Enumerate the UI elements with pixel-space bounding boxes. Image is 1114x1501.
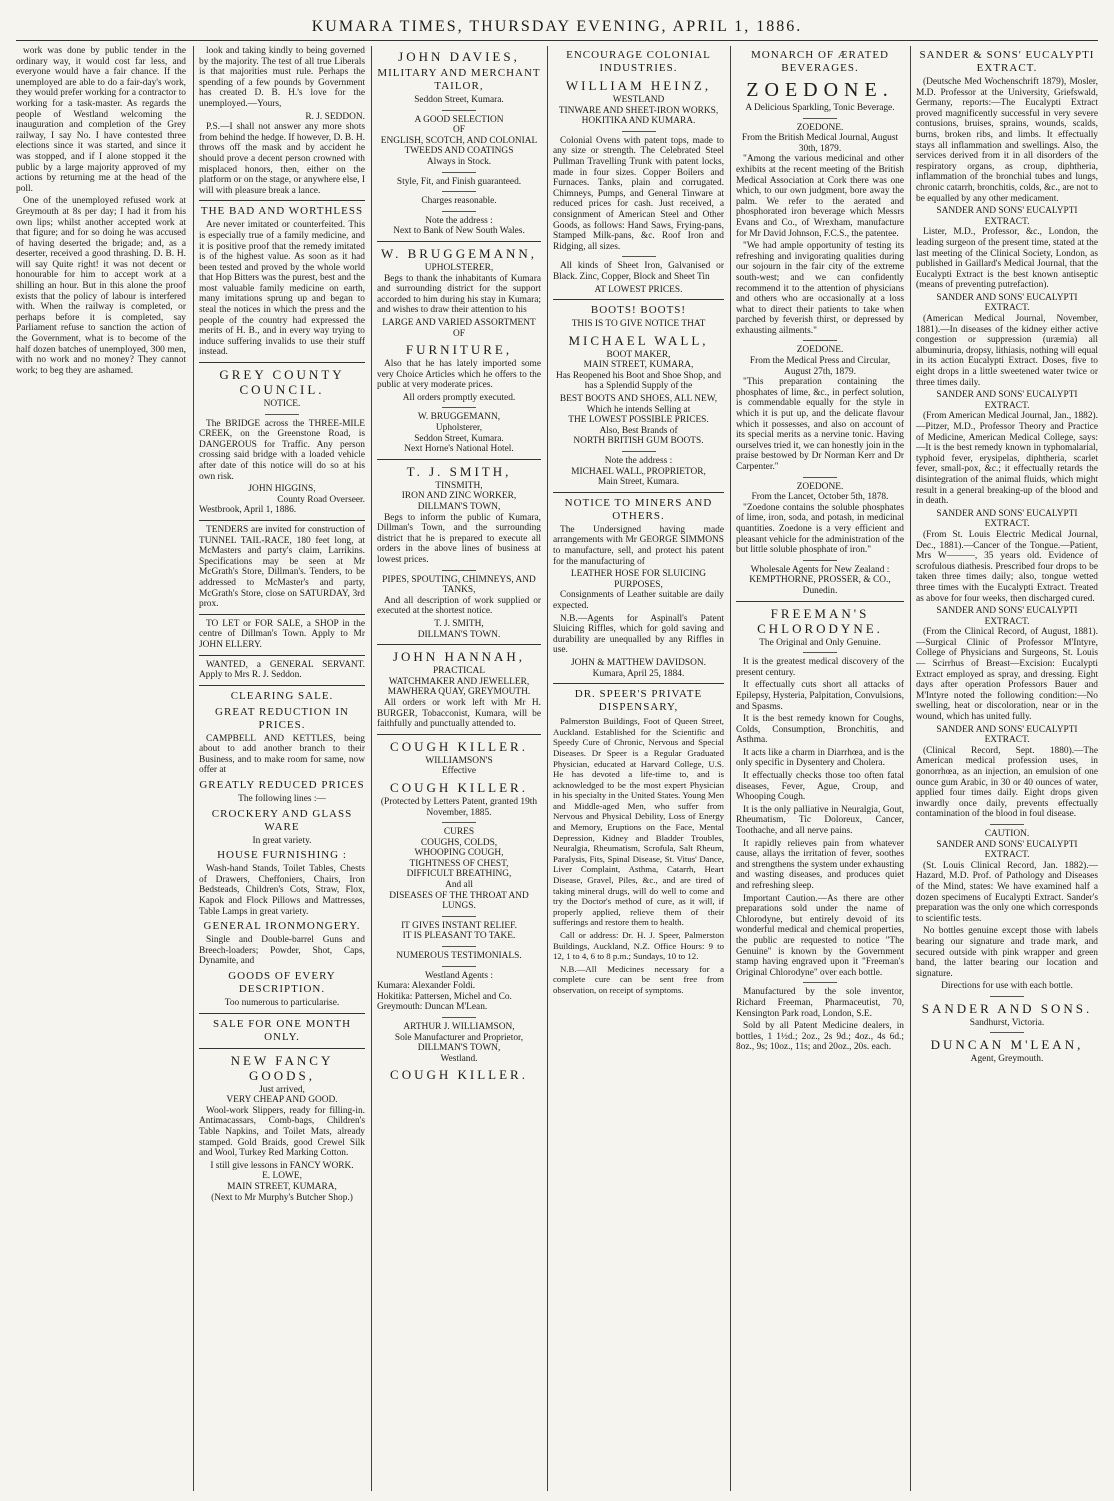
divider bbox=[442, 110, 476, 111]
divider bbox=[622, 451, 656, 452]
ad-line: ENGLISH, SCOTCH, AND COLONIAL TWEEDS AND COATINGS bbox=[380, 135, 538, 157]
ad-line: Note the address : bbox=[604, 456, 673, 467]
ad-title: MICHAEL WALL, bbox=[568, 332, 709, 348]
divider bbox=[199, 685, 365, 686]
ad-line: CURES bbox=[443, 827, 475, 838]
divider bbox=[442, 966, 476, 967]
ad-line: DILLMAN'S TOWN, bbox=[417, 1043, 501, 1054]
ad-text: "Zoedone contains the soluble phosphates of lime, iron, soda, and potash, in medicinal quantities. Zoedone is a very efficient and pleasant vehicle for the administration of the but little soluble phosphate of iron." bbox=[736, 502, 904, 556]
ad-line: MAWHERA QUAY, GREYMOUTH. bbox=[387, 687, 531, 698]
divider bbox=[377, 734, 541, 735]
divider bbox=[622, 256, 656, 257]
fancy-address: MAIN STREET, KUMARA, bbox=[227, 1181, 337, 1192]
ad-text: It is the greatest medical discovery of the present century. bbox=[736, 657, 904, 678]
ad-title: FREEMAN'S CHLORODYNE. bbox=[757, 605, 883, 636]
wanted-ad: WANTED, a GENERAL SERVANT. Apply to Mrs R. J. Seddon. bbox=[199, 659, 365, 681]
ad-title: COUGH KILLER. bbox=[390, 1067, 528, 1083]
ad-line: (Protected by Letters Patent, granted 19th November, 1885. bbox=[380, 796, 538, 818]
ad-title: JOHN HANNAH, bbox=[392, 649, 526, 665]
divider bbox=[442, 191, 476, 192]
divider bbox=[553, 299, 724, 300]
sale-line: The following lines :— bbox=[238, 794, 326, 805]
divider bbox=[199, 520, 365, 521]
ad-line: Agent, Greymouth. bbox=[970, 1054, 1044, 1065]
sale-heading: GREATLY REDUCED PRICES bbox=[199, 779, 365, 792]
ad-text: All orders or work left with Mr H. BURGER, Tobacconist, Kumara, will be faithfully and punctually attended to. bbox=[377, 697, 541, 730]
notice-text: The Undersigned having made arrangements with Mr GEORGE SIMMONS to manufacture, sell, and protect his patent for the manufacturing of bbox=[553, 524, 724, 567]
ad-subtitle: BOOT MAKER, bbox=[606, 349, 671, 360]
ad-heading: NORTH BRITISH GUM BOOTS. bbox=[573, 436, 704, 447]
column-3 bbox=[377, 46, 541, 1491]
ad-line: A Delicious Sparkling, Tonic Beverage. bbox=[745, 103, 895, 113]
ad-line: DILLMAN'S TOWN, bbox=[417, 502, 501, 513]
ad-line: WHOOPING COUGH, bbox=[414, 848, 504, 859]
fancy-signature: E. LOWE, bbox=[262, 1171, 302, 1182]
ad-text: It effectually cuts short all attacks of Epilepsy, Hysteria, Palpitation, Convulsions, and Spasms. bbox=[736, 680, 904, 712]
ad-line: The Original and Only Genuine. bbox=[759, 637, 881, 648]
notice-text: The BRIDGE across the THREE-MILE CREEK, on the Greenstone Road, is DANGEROUS for Traffic. Any person crossing said bridge with a loaded vehicle after date of this notice will do so at his own risk. bbox=[199, 418, 365, 482]
ad-text: Begs to inform the public of Kumara, Dillman's Town, and the surrounding district that he is prepared to execute all orders in the above lines of business at lowest prices. bbox=[377, 512, 541, 565]
divider bbox=[442, 570, 476, 571]
ad-title: COUGH KILLER. bbox=[390, 738, 528, 754]
divider bbox=[199, 1048, 365, 1049]
ad-heading: ZOEDONE. bbox=[796, 345, 844, 356]
ad-line: DISEASES OF THE THROAT AND LUNGS. bbox=[389, 890, 529, 912]
ad-line: LARGE AND VARIED ASSORTMENT OF bbox=[382, 317, 536, 339]
letter-paragraph: One of the unemployed refused work at Greymouth at 8s per day; I had it from his own lips; whilst another accepted work at that figure; and for so doing he was accused of having deserted the brigade; and, as a deserter, received a good thrashing. D. B. H. will say Quite right! it was not decent or honourable for him to accept work at a shilling an hour. But in this alone the proof exists that the policy of labour is interfered with. When the railway is completed, or perhaps before it is completed, say Parliament refuse to sanction the action of the Government, what is to become of the half dozen batches of unemployed, 300 men, with no work and no money? They cannot work; to beg they are ashamed. bbox=[16, 196, 186, 376]
ad-text: Has Reopened his Boot and Shoe Shop, and has a Splendid Supply of the bbox=[555, 370, 722, 392]
column-1 bbox=[16, 46, 186, 1491]
column-divider bbox=[547, 46, 548, 1491]
ad-text: Also that he has lately imported some very Choice Articles which he offers to the public at very moderate prices. bbox=[377, 359, 541, 391]
sale-subtitle: GREAT REDUCTION IN PRICES. bbox=[215, 705, 349, 731]
ad-line: From the Lancet, October 5th, 1878. bbox=[751, 492, 889, 503]
fancy-line: VERY CHEAP AND GOOD. bbox=[226, 1095, 338, 1106]
ad-line: TIGHTNESS OF CHEST, bbox=[409, 858, 509, 869]
divider bbox=[803, 118, 837, 119]
ad-line: HOKITIKA AND KUMARA. bbox=[581, 116, 696, 127]
ad-line: Main Street, Kumara. bbox=[597, 477, 680, 488]
divider bbox=[442, 407, 476, 408]
divider bbox=[803, 340, 837, 341]
column-5 bbox=[736, 46, 904, 1491]
letter-signature: R. J. SEDDON. bbox=[305, 111, 365, 122]
ad-heading: CAUTION. bbox=[984, 828, 1030, 839]
ad-text: It acts like a charm in Diarrhœa, and is the only specific in Dysentery and Cholera. bbox=[736, 747, 904, 769]
ad-line: Style, Fit, and Finish guaranteed. bbox=[396, 176, 522, 187]
sale-line: In great variety. bbox=[252, 835, 312, 846]
ad-line: Which he intends Selling at bbox=[586, 404, 691, 415]
ad-line: From the British Medical Journal, August 30th, 1879. bbox=[741, 133, 899, 154]
agent-line: Hokitika: Pattersen, Michel and Co. bbox=[377, 991, 512, 1002]
ad-title: ZOEDONE. bbox=[746, 79, 894, 101]
letter-paragraph: work was done by public tender in the ordinary way, it would cost far less, and everyone would have a fair chance. If the unemployed are able to do a fair-day's work, they would prefer working for a contractor to working for a task-master. As regards the people of Westland welcoming the inauguration and completion of the Grey railway, I say No. I have contested three elections since it was started, and since it was stopped, and if I alone stopped it the public by a large majority approved of my actions by returning me at the head of the poll. bbox=[16, 46, 186, 194]
fancy-goods-title: NEW FANCY GOODS, bbox=[230, 1052, 334, 1083]
ad-title: DR. SPEER'S PRIVATE DISPENSARY, bbox=[574, 688, 703, 714]
ad-heading: SANDER AND SONS' EUCALYPTI EXTRACT. bbox=[936, 839, 1078, 861]
ad-title: BOOTS! BOOTS! bbox=[590, 304, 687, 317]
ad-line: DIFFICULT BREATHING, bbox=[406, 869, 512, 880]
masthead: KUMARA TIMES, THURSDAY EVENING, APRIL 1, 1886. bbox=[311, 18, 803, 35]
sale-heading: CROCKERY AND GLASS WARE bbox=[211, 807, 353, 833]
ad-line: A GOOD SELECTION bbox=[414, 114, 504, 125]
ad-title: ENCOURAGE COLONIAL INDUSTRIES. bbox=[566, 49, 711, 74]
sale-heading: HOUSE FURNISHING : bbox=[217, 849, 347, 862]
sale-line: Too numerous to particularise. bbox=[224, 998, 340, 1008]
ad-signature: KEMPTHORNE, PROSSER, & CO., bbox=[749, 575, 891, 586]
ad-text: It rapidly relieves pain from whatever cause, allays the irritation of fever, soothes and strengthens the system under exhausting and wasting diseases, and produces quiet and refreshing sleep. bbox=[736, 838, 904, 891]
divider bbox=[442, 172, 476, 173]
notice-signature: JOHN HIGGINS, bbox=[248, 484, 316, 495]
fancy-line: I still give lessons in FANCY WORK. bbox=[210, 1160, 354, 1171]
ad-line: THIS IS TO GIVE NOTICE THAT bbox=[571, 319, 706, 330]
ad-title: MONARCH OF ÆRATED BEVERAGES. bbox=[750, 49, 890, 74]
ad-signature: T. J. SMITH, bbox=[434, 618, 484, 629]
ad-line: Dunedin. bbox=[802, 585, 838, 596]
ad-text: (American Medical Journal, November, 1881).—In diseases of the kidney either active congestion or suppression (uræmia) all albuminuria, dropsy, lithiasis, nothing will equal in its action Eucalypti Extract. Doses, five to eight drops in a little sweetened water twice or three times daily. bbox=[916, 314, 1098, 388]
divider bbox=[377, 459, 541, 460]
ad-heading: COUGH KILLER. bbox=[390, 779, 528, 795]
ad-text: Manufactured by the sole inventor, Richard Freeman, Pharmaceutist, 70, Kensington Park road, London, S.E. bbox=[736, 987, 904, 1019]
sale-text: Wash-hand Stands, Toilet Tables, Chests of Drawers, Cheffoniers, Chairs, Iron Bedsteads, Children's Cots, Straw, Flox, Kapok and Flock Pillows and Mattresses, Table Lamps in great variety. bbox=[199, 864, 365, 917]
sale-heading: SALE FOR ONE MONTH ONLY. bbox=[212, 1017, 352, 1043]
ad-heading: ZOEDONE. bbox=[796, 481, 844, 492]
ad-heading: SANDER AND SONS' EUCALYPTI EXTRACT. bbox=[936, 606, 1078, 627]
divider bbox=[199, 614, 365, 615]
ad-line: Westland Agents : bbox=[425, 970, 493, 981]
ad-text: All kinds of Sheet Iron, Galvanised or Black. Zinc, Copper, Block and Sheet Tin bbox=[553, 261, 724, 282]
ad-line: Upholsterer, bbox=[435, 423, 483, 434]
divider bbox=[990, 996, 1024, 997]
ad-text: (From the Clinical Record, of August, 1881).—Surgical Clinic of Professor M'Intyre, College of Physicians and Surgeons, St. Louis — Scirrhus of Breast—Excision: Eucalypti Extract employed as spray, and dressing. Eight days after operation Professors Bauer and M'Intyre noted the following condition:—No swelling, heat or discoloration, near or in the wound, which has united fully. bbox=[916, 627, 1098, 723]
ad-line: Note the address : bbox=[425, 215, 493, 226]
ad-subtitle: MILITARY AND MERCHANT TAILOR, bbox=[377, 67, 541, 92]
ad-text: Are never imitated or counterfeited. This is especially true of a family medicine, and it is positive proof that the remedy imitated is of the highest value. As soon as it had been tested and proved by the whole world that Hop Bitters was the purest, best and the most valuable family medicine on earth, many imitations sprung up and began to steal the notices in which the press and the people of the country had expressed the merits of H. B., and in every way trying to induce suffering invalids to use their stuff instead. bbox=[199, 220, 365, 358]
column-divider bbox=[730, 46, 731, 1491]
notice-text: N.B.—Agents for Aspinall's Patent Sluicing Riffles, which for gold saving and durability are unequalled by any Riffles in use. bbox=[553, 613, 724, 656]
ad-line: OF bbox=[453, 125, 465, 136]
ad-text: No bottles genuine except those with labels bearing our signature and trade mark, and secured outside with pink wrapper and green band, the latter bearing our location and signature. bbox=[916, 926, 1098, 979]
ad-text: Sold by all Patent Medicine dealers, in bottles, 1 1½d.; 2oz., 2s 9d.; 4oz., 4s 6d.; 8oz., 9s; 10oz., 11s; and 20oz., 20s. each. bbox=[736, 1021, 904, 1053]
divider bbox=[442, 822, 476, 823]
notice-signature: JOHN & MATTHEW DAVIDSON. bbox=[570, 657, 707, 668]
ad-title: JOHN DAVIES, bbox=[398, 49, 520, 64]
ad-signature: DUNCAN M'LEAN, bbox=[930, 1037, 1084, 1053]
notice-heading: LEATHER HOSE FOR SLUICING PURPOSES, bbox=[570, 569, 707, 590]
ad-line: Next Horne's National Hotel. bbox=[404, 444, 514, 455]
ad-text: It is the best remedy known for Coughs, Colds, Consumption, Bronchitis, and Asthma. bbox=[736, 714, 904, 746]
ad-signature: MICHAEL WALL, PROPRIETOR, bbox=[571, 466, 706, 477]
sale-text: Single and Double-barrel Guns and Breech-loaders; Powder, Shot, Caps, Dynamite, and bbox=[199, 935, 365, 967]
column-6 bbox=[916, 46, 1098, 1491]
ad-line: From the Medical Press and Circular, August 27th, 1879. bbox=[749, 356, 891, 377]
ad-heading: BEST BOOTS AND SHOES, ALL NEW, bbox=[559, 394, 718, 405]
ad-signature: W. BRUGGEMANN, bbox=[417, 412, 501, 423]
ad-line: And all bbox=[445, 880, 473, 891]
notice-label: NOTICE. bbox=[263, 399, 301, 410]
ad-subtitle: TINWARE AND SHEET-IRON WORKS, bbox=[558, 105, 719, 116]
ad-heading: ZOEDONE. bbox=[796, 122, 844, 133]
divider bbox=[553, 492, 724, 493]
ad-line: NUMEROUS TESTIMONIALS. bbox=[396, 951, 522, 962]
divider bbox=[377, 241, 541, 242]
letter-paragraph: look and taking kindly to being governed by the majority. The test of all true Liberals is that majorities must rule. Perhaps the spending of a few pounds by Government has created D. B. H.'s love for the unemployed.—Yours, bbox=[199, 46, 365, 109]
divider bbox=[442, 916, 476, 917]
notice-title: NOTICE TO MINERS AND OTHERS. bbox=[564, 496, 713, 522]
ad-line: WILLIAMSON'S bbox=[425, 755, 493, 766]
ad-text: (Clinical Record, Sept. 1880).—The American medical profession uses, in gonorrhœa, as an injection, an emulsion of one ounce gum Arabic, in 30 or 40 ounces of water, applied four times daily. Eight drops given inwardly once daily, prevents effectually contamination of the blood in foul disease. bbox=[916, 745, 1098, 820]
ad-text: (From St. Louis Electric Medical Journal, Dec., 1881).—Cancer of the Tongue.—Patient, Mrs W———, 35 years old. Evidence of scrofulous diathesis. Prescribed four drops to be taken three times daily; also, tongue wetted three times with the Eucalypti Extract. Treated as above for four weeks, then discharged cured. bbox=[916, 529, 1098, 604]
ad-text: "This preparation containing the phosphates of lime, &c., in perfect solution, is commendable equally for the style in which it is put up, and the delicate flavour which it possesses, and also on account of its special merits as a nervine tonic. Having ourselves tried it, we can honestly join in the praise bestowed by Dr Norman Kerr and Dr Carpenter." bbox=[736, 377, 904, 472]
ad-line: MAIN STREET, KUMARA, bbox=[583, 360, 694, 371]
ad-text: (Deutsche Med Wochenschrift 1879), Mosler, M.D. Professor at the University, Griefswald, Germany, reports:—The Eucalypti Extract proved magnificently successful in very severe contusions, bruises, sprains, wounds, scalds, burns, broken ribs, and limbs. It effectually stays all inflammation and swellings. Also, the services derived from it in all disorders of the respiratory organs, as croup, diphtheria, inflammation of the bronchial tubes and lungs, chronic catarrh, bronchitis, colds, &c., are not to be equalled by any other medicament. bbox=[916, 77, 1098, 204]
divider bbox=[199, 655, 365, 656]
ad-heading: PIPES, SPOUTING, CHIMNEYS, AND TANKS, bbox=[382, 574, 536, 596]
fancy-address: (Next to Mr Murphy's Butcher Shop.) bbox=[211, 1192, 353, 1203]
column-4 bbox=[553, 46, 724, 1491]
ad-signature: SANDER AND SONS. bbox=[921, 1000, 1093, 1016]
ad-subtitle: UPHOLSTERER, bbox=[424, 262, 494, 273]
divider bbox=[803, 652, 837, 653]
agent-line: Greymouth: Duncan M'Lean. bbox=[377, 1002, 488, 1013]
ad-line: DILLMAN'S TOWN. bbox=[417, 629, 501, 640]
sale-text: CAMPBELL AND KETTLES, being about to add another branch to their Business, and to make room for same, now offer at bbox=[199, 733, 365, 776]
ad-text: And all description of work supplied or executed at the shortest notice. bbox=[377, 595, 541, 617]
ad-text: Call or address: Dr. H. J. Speer, Palmerston Buildings, Auckland, N.Z. Office Hours: 9 to 12, 1 to 4, 6 to 8 p.m.; Sundays, 10 to 12. bbox=[553, 930, 724, 962]
ad-line: Also, Best Brands of bbox=[599, 425, 678, 436]
ad-text: "We had ample opportunity of testing its refreshing and invigorating qualities during our sojourn in the fair city of the extreme south-west; and we can confidently recommend it to the attention of physicians and others who are occasionally at a loss what to direct their patients to take when parched by feverish thirst, or depressed by exhausting ailments." bbox=[736, 241, 904, 336]
ad-line: Seddon Street, Kumara. bbox=[414, 433, 504, 444]
ad-subtitle: IRON AND ZINC WORKER, bbox=[401, 491, 517, 502]
sale-heading: GENERAL IRONMONGERY. bbox=[203, 920, 361, 933]
ad-line: WESTLAND bbox=[612, 95, 665, 105]
ad-line: Always in Stock. bbox=[426, 156, 492, 167]
ad-subtitle: TINSMITH, bbox=[435, 480, 483, 491]
ad-line: Wholesale Agents for New Zealand : bbox=[750, 564, 890, 575]
ad-line: Charges reasonable. bbox=[421, 196, 497, 207]
divider bbox=[803, 982, 837, 983]
ad-text: Lister, M.D., Professor, &c., London, the leading surgeon of the present time, stated at the last meeting of the Clinical Society, London, as published in Gaillard's Medical Journal, that the Eucalypti Extract is the best known antiseptic (means of preventing putrefaction). bbox=[916, 227, 1098, 291]
divider bbox=[442, 1017, 476, 1018]
divider bbox=[199, 200, 365, 201]
ad-address: Seddon Street, Kumara. bbox=[414, 95, 504, 105]
ad-line: Directions for use with each bottle. bbox=[941, 981, 1073, 992]
ad-line: Sandhurst, Victoria. bbox=[969, 1017, 1045, 1028]
ad-title: THE BAD AND WORTHLESS bbox=[200, 205, 364, 218]
ad-text: "Among the various medicinal and other exhibits at the recent meeting of the British Medical Association at Cork there was one which, to our own judgment, bore away the palm. We refer to the aerated and phosphorated iron beverage which Messrs Evans and Co., of Wrexham, manufacture for Mr David Johnson, F.C.S., the patentee. bbox=[736, 154, 904, 239]
ad-heading: SANDER AND SONS' EUCALYPTI EXTRACT. bbox=[936, 508, 1078, 530]
agent-line: Kumara: Alexander Foldi. bbox=[377, 981, 476, 992]
notice-text: Consignments of Leather suitable are daily expected. bbox=[553, 590, 724, 611]
divider bbox=[736, 601, 904, 602]
fancy-text: Wool-work Slippers, ready for filling-in. Antimacassars, Comb-bags, Children's Table Napkins, and Toilet Mats, already stamped. Gold Braids, good Crewel Silk and Wool, Turkey Red Marking Cotton. bbox=[199, 1105, 365, 1159]
ad-text: It is the only palliative in Neuralgia, Gout, Rheumatism, Tic Doloreux, Cancer, Toothache, and all nerve pains. bbox=[736, 804, 904, 837]
notice-date: Kumara, April 25, 1884. bbox=[592, 668, 685, 679]
masthead-rule bbox=[16, 40, 1098, 41]
sale-title: CLEARING SALE. bbox=[230, 689, 334, 702]
ad-heading: SANDER AND SONS' EUCALYPTI EXTRACT. bbox=[936, 390, 1078, 411]
divider bbox=[553, 683, 724, 684]
ad-line: COUGHS, COLDS, bbox=[420, 837, 498, 848]
ad-text: (From American Medical Journal, Jan., 1882).—Pitzer, M.D., Professor Theory and Practice of Medicine, American Medical College, says:—It is the best remedy known in typhomalarial, typhoid fever, erysipelas, diphtheria, scarlet fever, small-pox, &c.; it effectually retards the disintegration of the animal fluids, which might result in a general breaking-up of the blood and in death. bbox=[916, 411, 1098, 507]
ad-heading: SANDER AND SONS' EUCALYPTI EXTRACT. bbox=[936, 724, 1078, 746]
divider bbox=[199, 1013, 365, 1014]
ad-title: SANDER & SONS' EUCALYPTI EXTRACT. bbox=[919, 49, 1095, 74]
ad-heading: AT LOWEST PRICES. bbox=[594, 284, 683, 295]
divider bbox=[803, 560, 837, 561]
ad-subtitle: WATCHMAKER AND JEWELLER, bbox=[388, 676, 530, 687]
ad-text: It effectually checks those too often fatal diseases, Fever, Ague, Croup, and Whooping Cough. bbox=[736, 771, 904, 803]
divider bbox=[803, 477, 837, 478]
ad-line: Next to Bank of New South Wales. bbox=[393, 226, 525, 237]
divider bbox=[990, 824, 1024, 825]
divider bbox=[199, 362, 365, 363]
column-divider bbox=[371, 46, 372, 1491]
ad-text: (St. Louis Clinical Record, Jan. 1882).—Hazard, M.D. Prof. of Pathology and Diseases of the Mind, states: We have examined half a dozen specimens of Eucalypti Extract. Sander's preparation was the only one which corresponds to scientific tests. bbox=[916, 860, 1098, 924]
ad-line: Sole Manufacturer and Proprietor, bbox=[394, 1032, 524, 1043]
ad-text: Colonial Ovens with patent tops, made to any size or strength. The Celebrated Steel Pullman Travelling Trunk with patent locks, made in four sizes. Copper Boilers and Furnaces. Tanks, plain and corrugated. Chimneys, Pumps, and General Tinware at reduced prices for cash. Just received, a consignment of American Steel and Other Goods, as follows: Hand Saws, Frying-pans, Stamped Milk-pans, &c. Roof Iron and Ridging, all sizes. bbox=[553, 135, 724, 252]
to-let-ad: TO LET or FOR SALE, a SHOP in the centre of Dillman's Town. Apply to Mr JOHN ELLERY. bbox=[199, 618, 365, 650]
tenders-ad: TENDERS are invited for construction of TUNNEL TAIL-RACE, 180 feet long, at McMasters and party's claim, Larrikins. Specifications may be seen at Mr McGrath's Store, Dillman's. Tenders, to be addressed to McMaster's and party, McGrath's Store, close on SATURDAY, 3rd prox. bbox=[199, 524, 365, 610]
ad-heading: FURNITURE, bbox=[405, 342, 513, 358]
ad-heading: THE LOWEST POSSIBLE PRICES. bbox=[568, 415, 709, 426]
sale-heading: GOODS OF EVERY DESCRIPTION. bbox=[228, 970, 336, 995]
ad-line: Effective bbox=[441, 766, 477, 777]
column-divider bbox=[910, 46, 911, 1491]
divider bbox=[990, 1032, 1024, 1033]
column-divider bbox=[193, 46, 194, 1491]
ad-title: WILLIAM HEINZ, bbox=[565, 78, 712, 93]
divider bbox=[622, 131, 656, 132]
ad-title: W. BRUGGEMANN, bbox=[381, 245, 537, 261]
ad-signature: ARTHUR J. WILLIAMSON, bbox=[403, 1022, 515, 1032]
notice-title: GREY COUNTY COUNCIL. bbox=[219, 367, 345, 398]
ad-heading: SANDER AND SONS' EUCALYPTI EXTRACT. bbox=[936, 206, 1078, 227]
ad-line: Westland. bbox=[440, 1053, 478, 1064]
ad-line: IT GIVES INSTANT RELIEF. bbox=[401, 920, 517, 931]
letter-postscript: P.S.—I shall not answer any more shots from behind the hedge. If however, D. B. H. throws off the mask and by accident he should prove a decent person crowned with misplaced honors, then, either on the platform or on the stage, or anywhere else, I will with pleasure break a lance. bbox=[199, 122, 365, 196]
notice-date: Westbrook, April 1, 1886. bbox=[199, 505, 297, 516]
ad-line: PRACTICAL bbox=[432, 666, 486, 677]
ad-text: Palmerston Buildings, Foot of Queen Street, Auckland. Established for the Scientific and Speedy Cure of Chronic, Nervous and Special Diseases. Dr Speer is a Regular Graduated Physician, educated at Harvard College, U.S. He has devoted a life-time to, and is acknowledged to be the most expert Physician in his specialty in the United States. Young Men and Middle-aged Men, who suffer from Nervous and Physical Debility, Loss of Energy and Memory, Eruptions on the Face, Mental Depression, Kidney and Bladder Troubles, Neuralgia, Rheumatism, Scrofula, Salt Rheum, Paralysis, Fits, Spinal Disease, St. Vitus' Dance, Liver Complaint, Asthma, Catarrh, Heart Disease, Gravel, Piles, &c., and are tired of taking mineral drugs, will do well to come and try the Doctor's method of cure, as it will, if properly applied, relieve them of their sufferings and restore them to health. bbox=[553, 716, 724, 928]
column-2 bbox=[199, 46, 365, 1491]
divider bbox=[377, 644, 541, 645]
ad-text: Important Caution.—As there are other preparations sold under the name of Chlorodyne, but entirely devoid of its wonderful medical and chemical properties, the public are requested to notice "The Genuine" is known by the Government stamp having engraved upon it "Freeman's Original Chlorodyne" over each bottle. bbox=[736, 893, 904, 978]
divider bbox=[442, 211, 476, 212]
fancy-line: Just arrived, bbox=[259, 1084, 305, 1095]
ad-heading: SANDER AND SONS' EUCALYPTI EXTRACT. bbox=[936, 292, 1078, 314]
ad-text: Begs to thank the inhabitants of Kumara and surrounding district for the support accorded to him during his stay in Kumara; and wishes to draw their attention to his bbox=[377, 273, 541, 316]
ad-title: T. J. SMITH, bbox=[406, 463, 512, 479]
ad-line: All orders promptly executed. bbox=[402, 392, 516, 403]
notice-role: County Road Overseer. bbox=[277, 494, 365, 505]
ad-text: N.B.—All Medicines necessary for a complete cure can be sent free from observation, on receipt of symptoms. bbox=[553, 963, 724, 995]
divider bbox=[442, 946, 476, 947]
ad-line: IT IS PLEASANT TO TAKE. bbox=[402, 931, 516, 942]
divider bbox=[265, 414, 299, 415]
